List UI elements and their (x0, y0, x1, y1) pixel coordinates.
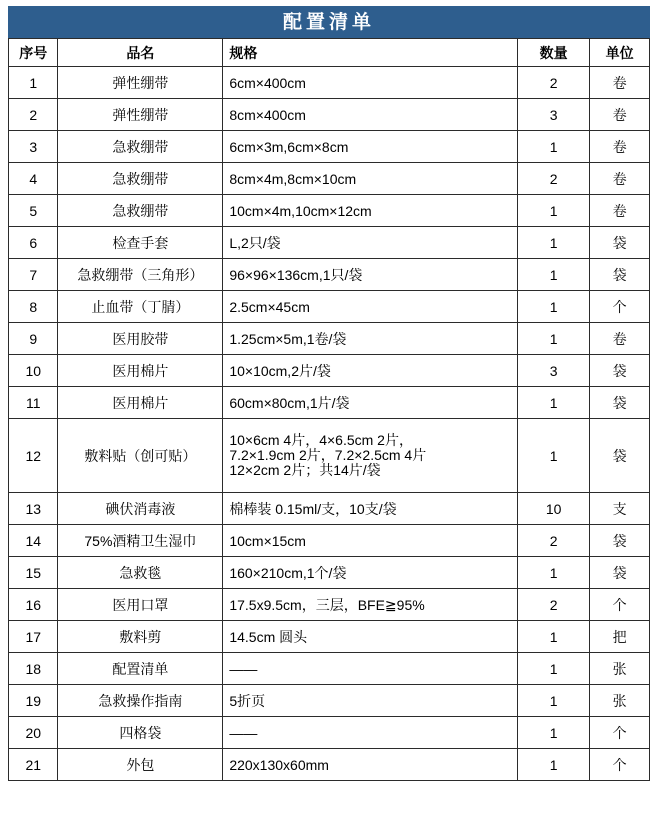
table-row (9, 67, 650, 99)
table-row (9, 195, 650, 227)
cell-unit: 袋 (590, 227, 650, 259)
cell-name: 外包 (58, 749, 223, 781)
cell-name: 急救操作指南 (58, 685, 223, 717)
cell-qty: 10 (518, 493, 590, 525)
cell-qty: 1 (518, 195, 590, 227)
cell-name: 碘伏消毒液 (58, 493, 223, 525)
table-row (9, 621, 650, 653)
table-row (9, 355, 650, 387)
cell-no: 18 (9, 653, 58, 685)
cell-name: 敷料剪 (58, 621, 223, 653)
cell-unit: 卷 (590, 131, 650, 163)
cell-no: 5 (9, 195, 58, 227)
table-row (9, 291, 650, 323)
cell-no: 7 (9, 259, 58, 291)
cell-unit: 卷 (590, 323, 650, 355)
cell-unit: 袋 (590, 557, 650, 589)
table-row (9, 589, 650, 621)
cell-spec: 14.5cm 圆头 (223, 621, 518, 653)
cell-qty: 1 (518, 131, 590, 163)
column-header-spec: 规格 (223, 39, 518, 67)
cell-spec: —— (223, 717, 518, 749)
cell-no: 19 (9, 685, 58, 717)
table-header (9, 39, 650, 67)
cell-spec: 6cm×3m,6cm×8cm (223, 131, 518, 163)
cell-no: 21 (9, 749, 58, 781)
cell-name: 配置清单 (58, 653, 223, 685)
cell-name: 急救绷带 (58, 131, 223, 163)
cell-no: 6 (9, 227, 58, 259)
cell-name: 检查手套 (58, 227, 223, 259)
cell-spec: 10×6cm 4片，4×6.5cm 2片， 7.2×1.9cm 2片，7.2×2.5cm 4片 12×2cm 2片；共14片/袋 (223, 419, 518, 493)
cell-name: 弹性绷带 (58, 67, 223, 99)
cell-name: 75%酒精卫生湿巾 (58, 525, 223, 557)
cell-no: 14 (9, 525, 58, 557)
table-row (9, 163, 650, 195)
table-row (9, 99, 650, 131)
cell-no: 10 (9, 355, 58, 387)
cell-qty: 2 (518, 67, 590, 99)
cell-qty: 1 (518, 717, 590, 749)
cell-qty: 3 (518, 99, 590, 131)
cell-unit: 卷 (590, 195, 650, 227)
table-row (9, 131, 650, 163)
cell-spec: 220x130x60mm (223, 749, 518, 781)
cell-spec: 10cm×15cm (223, 525, 518, 557)
cell-spec: —— (223, 653, 518, 685)
cell-name: 急救绷带 (58, 163, 223, 195)
cell-unit: 支 (590, 493, 650, 525)
cell-qty: 1 (518, 621, 590, 653)
cell-no: 15 (9, 557, 58, 589)
cell-spec: 17.5x9.5cm，三层，BFE≧95% (223, 589, 518, 621)
table-row (9, 259, 650, 291)
cell-unit: 袋 (590, 419, 650, 493)
table-row (9, 525, 650, 557)
cell-spec: 2.5cm×45cm (223, 291, 518, 323)
table-row (9, 685, 650, 717)
cell-no: 9 (9, 323, 58, 355)
table-header-row (9, 39, 650, 67)
cell-spec: 160×210cm,1个/袋 (223, 557, 518, 589)
table-row (9, 227, 650, 259)
cell-qty: 2 (518, 525, 590, 557)
cell-spec: 1.25cm×5m,1卷/袋 (223, 323, 518, 355)
cell-no: 1 (9, 67, 58, 99)
cell-qty: 1 (518, 323, 590, 355)
cell-no: 4 (9, 163, 58, 195)
column-header-no: 序号 (9, 39, 58, 67)
cell-unit: 个 (590, 589, 650, 621)
cell-qty: 1 (518, 653, 590, 685)
cell-unit: 个 (590, 717, 650, 749)
cell-unit: 卷 (590, 67, 650, 99)
configuration-list-table (8, 38, 650, 781)
table-row (9, 419, 650, 493)
cell-qty: 1 (518, 557, 590, 589)
cell-qty: 1 (518, 259, 590, 291)
cell-spec: 8cm×400cm (223, 99, 518, 131)
table-row (9, 717, 650, 749)
cell-unit: 袋 (590, 259, 650, 291)
table-row (9, 493, 650, 525)
cell-no: 3 (9, 131, 58, 163)
cell-name: 敷料贴（创可贴） (58, 419, 223, 493)
cell-name: 弹性绷带 (58, 99, 223, 131)
cell-no: 17 (9, 621, 58, 653)
cell-name: 急救绷带 (58, 195, 223, 227)
cell-no: 8 (9, 291, 58, 323)
table-row (9, 653, 650, 685)
document-title: 配置清单 (8, 6, 650, 38)
cell-no: 11 (9, 387, 58, 419)
cell-unit: 张 (590, 653, 650, 685)
cell-spec: 8cm×4m,8cm×10cm (223, 163, 518, 195)
cell-qty: 1 (518, 291, 590, 323)
column-header-qty: 数量 (518, 39, 590, 67)
cell-spec: L,2只/袋 (223, 227, 518, 259)
cell-qty: 1 (518, 227, 590, 259)
cell-unit: 张 (590, 685, 650, 717)
cell-qty: 1 (518, 387, 590, 419)
cell-name: 医用口罩 (58, 589, 223, 621)
cell-unit: 个 (590, 749, 650, 781)
cell-unit: 卷 (590, 163, 650, 195)
cell-unit: 个 (590, 291, 650, 323)
cell-spec: 96×96×136cm,1只/袋 (223, 259, 518, 291)
column-header-name: 品名 (58, 39, 223, 67)
cell-name: 医用棉片 (58, 355, 223, 387)
cell-spec: 5折页 (223, 685, 518, 717)
column-header-unit: 单位 (590, 39, 650, 67)
table-body (9, 67, 650, 781)
cell-no: 13 (9, 493, 58, 525)
cell-unit: 袋 (590, 387, 650, 419)
cell-name: 急救毯 (58, 557, 223, 589)
cell-qty: 1 (518, 749, 590, 781)
table-row (9, 323, 650, 355)
cell-qty: 1 (518, 419, 590, 493)
cell-qty: 2 (518, 589, 590, 621)
cell-no: 20 (9, 717, 58, 749)
cell-spec: 10×10cm,2片/袋 (223, 355, 518, 387)
cell-unit: 卷 (590, 99, 650, 131)
table-row (9, 557, 650, 589)
cell-unit: 袋 (590, 525, 650, 557)
cell-qty: 3 (518, 355, 590, 387)
cell-unit: 把 (590, 621, 650, 653)
cell-name: 止血带（丁腈） (58, 291, 223, 323)
cell-name: 医用棉片 (58, 387, 223, 419)
table-row (9, 387, 650, 419)
cell-no: 2 (9, 99, 58, 131)
cell-qty: 2 (518, 163, 590, 195)
cell-spec: 60cm×80cm,1片/袋 (223, 387, 518, 419)
table-row (9, 749, 650, 781)
cell-spec: 10cm×4m,10cm×12cm (223, 195, 518, 227)
cell-unit: 袋 (590, 355, 650, 387)
cell-name: 四格袋 (58, 717, 223, 749)
cell-no: 12 (9, 419, 58, 493)
cell-spec: 6cm×400cm (223, 67, 518, 99)
cell-qty: 1 (518, 685, 590, 717)
cell-name: 急救绷带（三角形） (58, 259, 223, 291)
cell-no: 16 (9, 589, 58, 621)
cell-name: 医用胶带 (58, 323, 223, 355)
cell-spec: 棉棒装 0.15ml/支，10支/袋 (223, 493, 518, 525)
